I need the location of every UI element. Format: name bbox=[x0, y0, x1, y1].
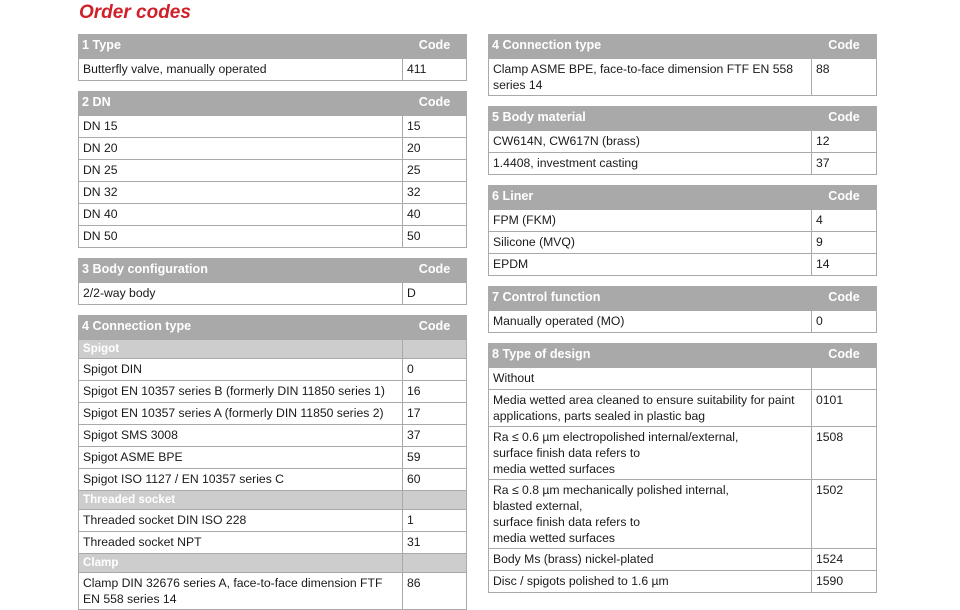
table-row bbox=[79, 160, 467, 182]
table-heading: 4 Connection type bbox=[79, 316, 403, 340]
page-title: Order codes bbox=[79, 2, 191, 23]
subheading-label: Clamp bbox=[79, 554, 403, 573]
table-row bbox=[79, 381, 467, 403]
table-heading: 7 Control function bbox=[489, 287, 812, 311]
option-label: Spigot DIN bbox=[79, 359, 403, 381]
option-code: 50 bbox=[403, 226, 467, 248]
option-label: Spigot ASME BPE bbox=[79, 447, 403, 469]
table-row bbox=[489, 311, 877, 333]
option-code: 12 bbox=[812, 131, 877, 153]
option-code bbox=[403, 554, 467, 573]
order-code-table-8-type-of-design bbox=[488, 343, 877, 593]
table-row bbox=[489, 131, 877, 153]
table-heading: 1 Type bbox=[79, 35, 403, 59]
code-column-heading: Code bbox=[812, 344, 877, 368]
option-label: DN 40 bbox=[79, 204, 403, 226]
option-label: DN 20 bbox=[79, 138, 403, 160]
option-label: Clamp ASME BPE, face-to-face dimension FTF EN 558 series 14 bbox=[489, 59, 812, 96]
option-label: FPM (FKM) bbox=[489, 210, 812, 232]
option-code: 0 bbox=[403, 359, 467, 381]
subheading-label: Threaded socket bbox=[79, 491, 403, 510]
code-column-heading: Code bbox=[403, 316, 467, 340]
option-code bbox=[403, 491, 467, 510]
option-code: 88 bbox=[812, 59, 877, 96]
option-label: Spigot SMS 3008 bbox=[79, 425, 403, 447]
option-code: 1502 bbox=[812, 480, 877, 549]
option-label: Spigot EN 10357 series B (formerly DIN 11850 series 1) bbox=[79, 381, 403, 403]
option-label: Ra ≤ 0.8 µm mechanically polished internal, blasted external, surface finish data refers to media wetted surfaces bbox=[489, 480, 812, 549]
code-column-heading: Code bbox=[812, 186, 877, 210]
table-row bbox=[489, 571, 877, 593]
table-row bbox=[79, 532, 467, 554]
table-row bbox=[79, 226, 467, 248]
table-row bbox=[79, 447, 467, 469]
option-label: 1.4408, investment casting bbox=[489, 153, 812, 175]
option-code: 0 bbox=[812, 311, 877, 333]
code-column-heading: Code bbox=[403, 35, 467, 59]
option-label: DN 50 bbox=[79, 226, 403, 248]
option-label: Spigot EN 10357 series A (formerly DIN 11850 series 2) bbox=[79, 403, 403, 425]
code-column-heading: Code bbox=[403, 92, 467, 116]
option-code bbox=[403, 340, 467, 359]
left-column bbox=[78, 34, 467, 610]
option-code: 411 bbox=[403, 59, 467, 81]
table-row bbox=[489, 427, 877, 480]
option-code: 20 bbox=[403, 138, 467, 160]
option-code: 17 bbox=[403, 403, 467, 425]
code-column-heading: Code bbox=[403, 259, 467, 283]
option-label: Ra ≤ 0.6 µm electropolished internal/external, surface finish data refers to media wetted surfaces bbox=[489, 427, 812, 480]
option-label: Silicone (MVQ) bbox=[489, 232, 812, 254]
table-row bbox=[79, 469, 467, 491]
option-code: 37 bbox=[403, 425, 467, 447]
order-code-table-4-connection-type bbox=[488, 34, 877, 96]
option-label: EPDM bbox=[489, 254, 812, 276]
code-column-heading: Code bbox=[812, 107, 877, 131]
option-code: D bbox=[403, 283, 467, 305]
option-label: Body Ms (brass) nickel-plated bbox=[489, 549, 812, 571]
option-label: Manually operated (MO) bbox=[489, 311, 812, 333]
table-row bbox=[79, 425, 467, 447]
table-row bbox=[489, 232, 877, 254]
table-row bbox=[79, 138, 467, 160]
option-label: Without bbox=[489, 368, 812, 390]
order-code-table-4-connection-type bbox=[78, 315, 467, 610]
option-code: 86 bbox=[403, 573, 467, 610]
option-label: Threaded socket NPT bbox=[79, 532, 403, 554]
right-column bbox=[488, 34, 877, 593]
table-row bbox=[79, 510, 467, 532]
option-code: 60 bbox=[403, 469, 467, 491]
table-row bbox=[79, 359, 467, 381]
table-subheading-row bbox=[79, 491, 467, 510]
table-row bbox=[79, 182, 467, 204]
table-row bbox=[489, 549, 877, 571]
table-heading: 2 DN bbox=[79, 92, 403, 116]
option-code: 15 bbox=[403, 116, 467, 138]
option-code: 9 bbox=[812, 232, 877, 254]
option-label: Butterfly valve, manually operated bbox=[79, 59, 403, 81]
option-code: 14 bbox=[812, 254, 877, 276]
order-code-table-1-type bbox=[78, 34, 467, 81]
option-code: 59 bbox=[403, 447, 467, 469]
option-code bbox=[812, 368, 877, 390]
option-code: 0101 bbox=[812, 390, 877, 427]
table-subheading-row bbox=[79, 554, 467, 573]
table-row bbox=[489, 368, 877, 390]
option-code: 37 bbox=[812, 153, 877, 175]
table-row bbox=[79, 283, 467, 305]
order-code-table-7-control-function bbox=[488, 286, 877, 333]
table-row bbox=[79, 59, 467, 81]
table-row bbox=[79, 573, 467, 610]
order-code-table-2-dn bbox=[78, 91, 467, 248]
order-code-table-5-body-material bbox=[488, 106, 877, 175]
table-heading: 5 Body material bbox=[489, 107, 812, 131]
option-label: DN 15 bbox=[79, 116, 403, 138]
table-row bbox=[489, 480, 877, 549]
option-label: Disc / spigots polished to 1.6 µm bbox=[489, 571, 812, 593]
table-row bbox=[489, 254, 877, 276]
option-code: 1508 bbox=[812, 427, 877, 480]
code-column-heading: Code bbox=[812, 287, 877, 311]
table-row bbox=[489, 210, 877, 232]
option-code: 31 bbox=[403, 532, 467, 554]
option-label: Clamp DIN 32676 series A, face-to-face dimension FTF EN 558 series 14 bbox=[79, 573, 403, 610]
order-code-table-3-body-configuration bbox=[78, 258, 467, 305]
table-heading: 3 Body configuration bbox=[79, 259, 403, 283]
option-label: Spigot ISO 1127 / EN 10357 series C bbox=[79, 469, 403, 491]
option-code: 40 bbox=[403, 204, 467, 226]
option-label: CW614N, CW617N (brass) bbox=[489, 131, 812, 153]
order-code-table-6-liner bbox=[488, 185, 877, 276]
option-code: 1524 bbox=[812, 549, 877, 571]
option-label: Threaded socket DIN ISO 228 bbox=[79, 510, 403, 532]
subheading-label: Spigot bbox=[79, 340, 403, 359]
table-heading: 6 Liner bbox=[489, 186, 812, 210]
option-label: 2/2-way body bbox=[79, 283, 403, 305]
option-code: 32 bbox=[403, 182, 467, 204]
option-code: 4 bbox=[812, 210, 877, 232]
table-heading: 8 Type of design bbox=[489, 344, 812, 368]
option-code: 25 bbox=[403, 160, 467, 182]
option-code: 1 bbox=[403, 510, 467, 532]
table-row bbox=[489, 390, 877, 427]
option-code: 16 bbox=[403, 381, 467, 403]
table-subheading-row bbox=[79, 340, 467, 359]
code-column-heading: Code bbox=[812, 35, 877, 59]
option-code: 1590 bbox=[812, 571, 877, 593]
option-label: DN 32 bbox=[79, 182, 403, 204]
option-label: Media wetted area cleaned to ensure suitability for paint applications, parts sealed in plastic bag bbox=[489, 390, 812, 427]
table-row bbox=[489, 59, 877, 96]
table-row bbox=[79, 204, 467, 226]
table-row bbox=[79, 403, 467, 425]
table-heading: 4 Connection type bbox=[489, 35, 812, 59]
table-row bbox=[489, 153, 877, 175]
option-label: DN 25 bbox=[79, 160, 403, 182]
table-row bbox=[79, 116, 467, 138]
